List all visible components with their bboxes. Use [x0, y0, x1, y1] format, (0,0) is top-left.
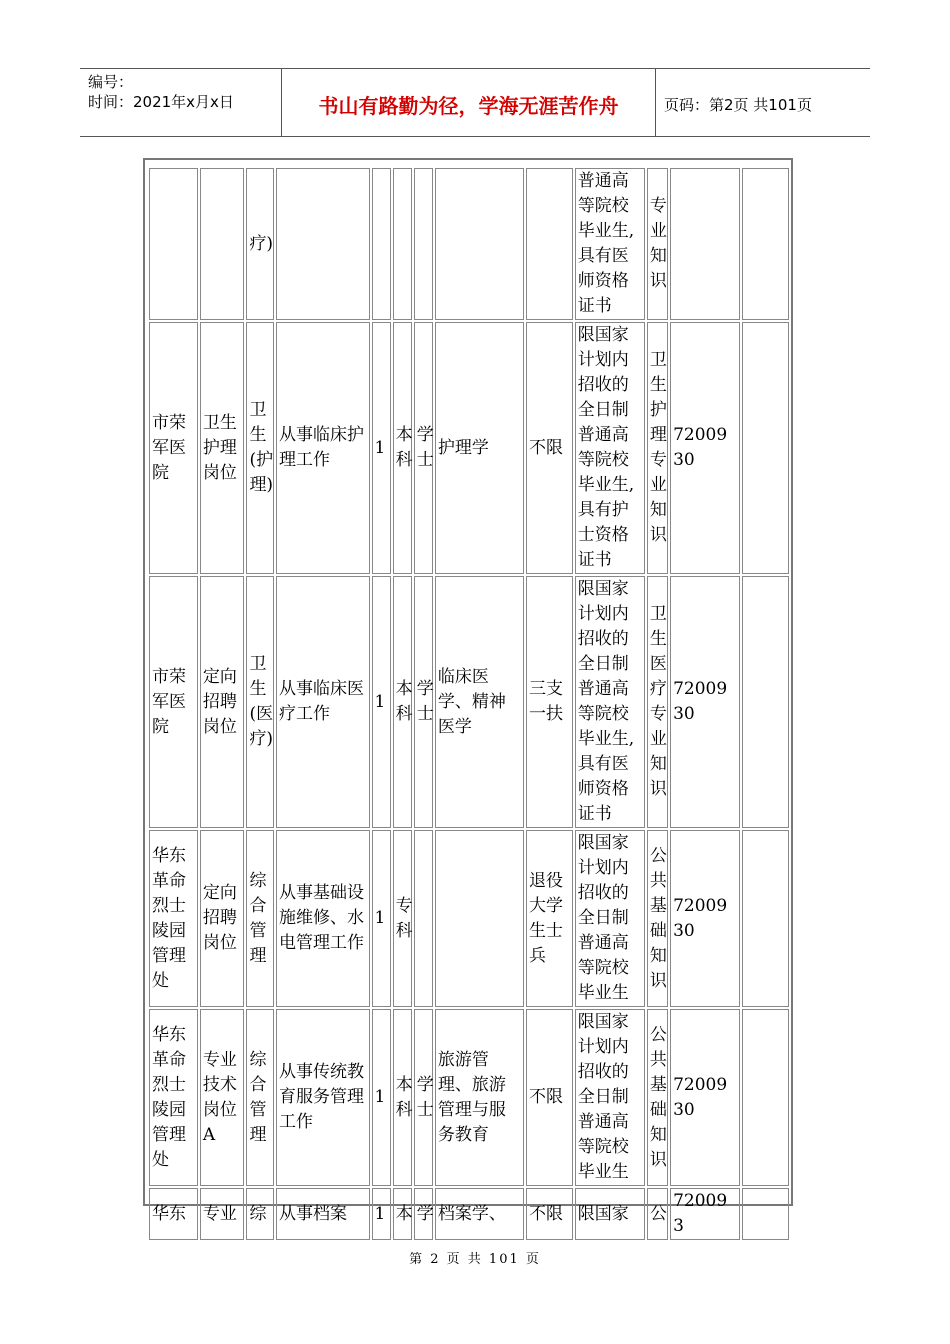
cell-post-category: 综 — [246, 1188, 274, 1240]
cell-phone: 7200930 — [670, 576, 740, 828]
cell-major: 旅游管理、旅游管理与服务教育 — [435, 1009, 524, 1186]
cell-unit: 市荣军医院 — [149, 576, 198, 828]
cell-unit: 华东革命烈士陵园管理处 — [149, 1009, 198, 1186]
cell-unit: 市荣军医院 — [149, 322, 198, 574]
cell-exam-subject: 卫生医疗专业知识 — [647, 576, 668, 828]
cell-duties: 从事临床护理工作 — [276, 322, 369, 574]
cell-headcount — [372, 168, 391, 320]
header-motto: 书山有路勤为径，学海无涯苦作舟 — [318, 94, 619, 118]
cell-phone: 7200930 — [670, 1009, 740, 1186]
cell-note — [742, 1009, 789, 1186]
recruitment-table — [147, 166, 791, 1242]
cell-unit: 华东革命烈士陵园管理处 — [149, 830, 198, 1007]
table-row — [149, 1188, 789, 1240]
cell-exam-subject: 公 — [647, 1188, 668, 1240]
cell-major: 护理学 — [435, 322, 524, 574]
cell-note — [742, 322, 789, 574]
cell-requirements: 限国家计划内招收的全日制普通高等院校毕业生 — [575, 1009, 645, 1186]
recruitment-table-frame — [143, 158, 793, 1236]
cell-target-group: 三支一扶 — [526, 576, 573, 828]
cell-duties: 从事基础设施维修、水电管理工作 — [276, 830, 369, 1007]
cell-education: 本科 — [393, 1009, 412, 1186]
cell-degree: 学 — [414, 1188, 433, 1240]
cell-education: 本 — [393, 1188, 412, 1240]
cell-exam-subject: 公共基础知识 — [647, 830, 668, 1007]
cell-headcount: 1 — [372, 1188, 391, 1240]
cell-exam-subject: 公共基础知识 — [647, 1009, 668, 1186]
cell-post-category: 卫生(医疗) — [246, 576, 274, 828]
cell-target-group: 不限 — [526, 1009, 573, 1186]
cell-post-name: 卫生护理岗位 — [200, 322, 245, 574]
cell-degree: 学士 — [414, 576, 433, 828]
cell-target-group: 退役大学生士兵 — [526, 830, 573, 1007]
cell-duties: 从事档案 — [276, 1188, 369, 1240]
cell-post-name: 专业 — [200, 1188, 245, 1240]
header-page-info: 页码：第2页 共101页 — [664, 96, 812, 114]
cell-phone: 7200930 — [670, 322, 740, 574]
cell-duties — [276, 168, 369, 320]
cell-requirements: 限国家计划内招收的全日制普通高等院校毕业生,具有医师资格证书 — [575, 576, 645, 828]
cell-major: 档案学、 — [435, 1188, 524, 1240]
cell-post-name: 定向招聘岗位 — [200, 830, 245, 1007]
cell-major — [435, 830, 524, 1007]
cell-post-name — [200, 168, 245, 320]
cell-target-group: 不限 — [526, 322, 573, 574]
cell-exam-subject: 专业知识 — [647, 168, 668, 320]
cell-requirements: 限国家计划内招收的全日制普通高等院校毕业生,具有护士资格证书 — [575, 322, 645, 574]
cell-education — [393, 168, 412, 320]
cell-headcount: 1 — [372, 1009, 391, 1186]
cell-requirements: 普通高等院校毕业生,具有医师资格证书 — [575, 168, 645, 320]
cell-post-category: 综合管理 — [246, 1009, 274, 1186]
cell-requirements: 限国家 — [575, 1188, 645, 1240]
header-meta — [88, 72, 234, 112]
cell-education: 本科 — [393, 322, 412, 574]
header-bottom-rule — [80, 136, 870, 137]
cell-education: 专科 — [393, 830, 412, 1007]
cell-note — [742, 576, 789, 828]
cell-unit: 华东 — [149, 1188, 198, 1240]
cell-headcount: 1 — [372, 322, 391, 574]
cell-headcount: 1 — [372, 576, 391, 828]
cell-degree — [414, 830, 433, 1007]
cell-degree: 学士 — [414, 322, 433, 574]
table-row — [149, 322, 789, 574]
cell-unit — [149, 168, 198, 320]
cell-degree — [414, 168, 433, 320]
cell-post-name: 专业技术岗位A — [200, 1009, 245, 1186]
cell-post-category: 综合管理 — [246, 830, 274, 1007]
table-row — [149, 168, 789, 320]
cell-duties: 从事临床医疗工作 — [276, 576, 369, 828]
header-top-rule — [80, 68, 870, 69]
table-row — [149, 830, 789, 1007]
cell-phone: 720093 — [670, 1188, 740, 1240]
table-row — [149, 1009, 789, 1186]
cell-target-group: 不限 — [526, 1188, 573, 1240]
cell-phone — [670, 168, 740, 320]
cell-headcount: 1 — [372, 830, 391, 1007]
cell-post-category: 卫生(护理) — [246, 322, 274, 574]
cell-note — [742, 1188, 789, 1240]
cell-major: 临床医学、精神医学 — [435, 576, 524, 828]
cell-requirements: 限国家计划内招收的全日制普通高等院校毕业生 — [575, 830, 645, 1007]
cell-phone: 7200930 — [670, 830, 740, 1007]
cell-post-category: 疗) — [246, 168, 274, 320]
table-row — [149, 576, 789, 828]
page-footer: 第 2 页 共 101 页 — [409, 1252, 541, 1267]
header-divider-right — [655, 69, 656, 136]
cell-target-group — [526, 168, 573, 320]
cell-post-name: 定向招聘岗位 — [200, 576, 245, 828]
header-time-label: 时间：2021年x月x日 — [88, 93, 234, 111]
header-number-label: 编号： — [88, 73, 134, 91]
cell-education: 本科 — [393, 576, 412, 828]
cell-note — [742, 830, 789, 1007]
cell-degree: 学士 — [414, 1009, 433, 1186]
cell-exam-subject: 卫生护理专业知识 — [647, 322, 668, 574]
cell-major — [435, 168, 524, 320]
cell-duties: 从事传统教育服务管理工作 — [276, 1009, 369, 1186]
cell-note — [742, 168, 789, 320]
